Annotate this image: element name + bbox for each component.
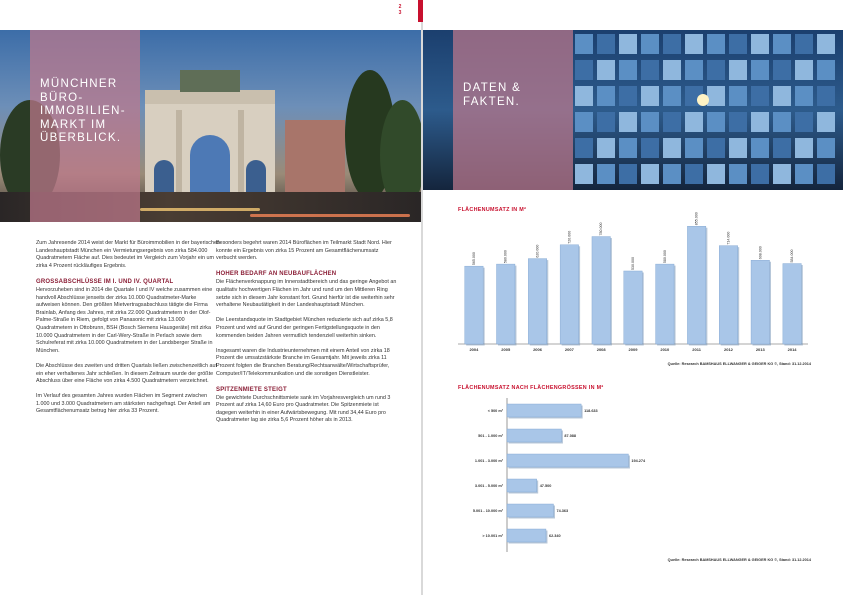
window-shape [641, 86, 659, 106]
window-shape [663, 86, 681, 106]
window-shape [575, 86, 593, 106]
bar-value-label: 714.000 [726, 231, 731, 245]
bar-size-class [507, 404, 581, 417]
section-heading: SPITZENMIETE STEIGT [216, 386, 287, 393]
window-shape [751, 164, 769, 184]
window-shape [817, 60, 835, 80]
bar-2014 [783, 264, 801, 344]
right-page [423, 0, 843, 595]
window-shape [619, 164, 637, 184]
window-shape [685, 138, 703, 158]
window-shape [685, 164, 703, 184]
hero-photo-siegestor [0, 30, 421, 222]
bar-2006 [528, 259, 546, 344]
window-shape [795, 86, 813, 106]
window-shape [773, 138, 791, 158]
chart-1-title: FLÄCHENUMSATZ IN M² [458, 207, 527, 213]
window-shape [597, 164, 615, 184]
window-shape [641, 138, 659, 158]
window-shape [619, 138, 637, 158]
bar-value-label: 47.500 [539, 484, 552, 488]
window-shape [795, 112, 813, 132]
window-shape [685, 60, 703, 80]
bar-value-label: 580.000 [662, 250, 667, 264]
bar-value-label: 87.088 [564, 434, 577, 438]
bar-2005 [497, 264, 515, 344]
window-shape [751, 60, 769, 80]
y-category-label: < 500 m² [487, 409, 503, 413]
page-number [388, 4, 412, 16]
body-paragraph: Zum Jahresende 2014 weist der Markt für Büroimmobilien in der bayerischen Landeshauptstadt München ein Vermietungsergebnis von zirka 584.000 Quadratmetern Fläche auf. Dies bedeutet im Vergleich zum Vorjahr ein um zirka 4 Prozent rückläufiges Ergebnis. [36, 240, 220, 269]
title-panel [30, 30, 140, 222]
bar-value-label: 608.000 [758, 246, 763, 260]
window-shape [685, 34, 703, 54]
window-shape [773, 164, 791, 184]
window-shape [597, 138, 615, 158]
section-heading: GROSSABSCHLÜSSE IM I. UND IV. QUARTAL [36, 278, 174, 285]
bar-value-label: 580.000 [503, 250, 508, 264]
y-category-label: 5.001 - 10.000 m² [472, 509, 503, 513]
x-tick-label: 2013 [755, 347, 765, 352]
x-tick-label: 2008 [596, 347, 606, 352]
bar-2008 [592, 237, 610, 344]
page-title: MÜNCHNER BÜRO- IMMOBILIEN- MARKT IM ÜBERBLICK. [40, 78, 126, 144]
window-shape [641, 164, 659, 184]
window-shape [663, 164, 681, 184]
section-title: DATEN & FAKTEN. [463, 82, 522, 108]
window-shape [729, 86, 747, 106]
chart-2-source: Quelle: Research BAMSHAUS ELLWANGER & GEIGER KG ©, Stand: 31.12.2014 [667, 558, 811, 562]
bar-size-class [507, 454, 628, 467]
window-shape [729, 164, 747, 184]
window-shape [795, 60, 813, 80]
window-shape [597, 112, 615, 132]
text-column-2 [216, 240, 400, 433]
window-shape [663, 138, 681, 158]
window-shape [795, 138, 813, 158]
light-streak [250, 214, 410, 217]
street-lamp-glow [697, 94, 709, 106]
body-paragraph: Im Verlauf des gesamten Jahres wurden Flächen im Segment zwischen 1.000 und 3.000 Quadratmetern am stärksten nachgefragt. Der Anteil am Gesamtflächenumsatz betrug hier zirka 33 Prozent. [36, 393, 211, 415]
x-tick-label: 2010 [660, 347, 670, 352]
x-tick-label: 2004 [469, 347, 479, 352]
x-tick-label: 2005 [501, 347, 511, 352]
body-paragraph: Die Flächenverknappung im Innenstadtbereich und das geringe Angebot an qualitativ hochwertigen Flächen im Jahr und rund um den Mittleren Ring setzte sich in diesem Jahr konstant fort. Grund hierfür ist die weiterhin sehr verhaltene Neubautätigkeit in der Landeshauptstadt München. [216, 279, 397, 309]
window-shape [707, 164, 725, 184]
section-heading: HOHER BEDARF AN NEUBAUFLÄCHEN [216, 271, 337, 278]
window-shape [685, 112, 703, 132]
window-shape [663, 60, 681, 80]
window-shape [773, 86, 791, 106]
bar-2011 [687, 226, 705, 344]
bar-2007 [560, 245, 578, 344]
window-shape [597, 34, 615, 54]
bar-2009 [624, 271, 642, 344]
bar-value-label: 620.000 [535, 244, 540, 258]
window-shape [817, 138, 835, 158]
window-shape [795, 164, 813, 184]
window-shape [575, 138, 593, 158]
window-shape [795, 34, 813, 54]
bar-size-class [507, 429, 561, 442]
bar-2012 [719, 246, 737, 344]
window-shape [773, 60, 791, 80]
chart-1-source: Quelle: Research BAMSHAUS ELLWANGER & GEIGER KG ©, Stand: 31.12.2014 [667, 362, 811, 366]
text-column-1 [36, 240, 220, 424]
bar-value-label: 855.000 [694, 212, 699, 226]
window-shape [619, 34, 637, 54]
body-paragraph: Besonders begehrt waren 2014 Büroflächen im Teilmarkt Stadt Nord. Hier konnte ein Ergebnis von zirka 15 Prozent am Gesamtflächenumsatz verbucht werden. [216, 240, 392, 262]
y-category-label: 1.001 - 3.000 m² [474, 459, 503, 463]
window-shape [751, 112, 769, 132]
window-shape [641, 34, 659, 54]
window-shape [619, 112, 637, 132]
x-tick-label: 2011 [692, 347, 701, 352]
window-shape [619, 86, 637, 106]
bar-value-label: 565.000 [471, 252, 476, 266]
bar-value-label: 584.000 [790, 249, 795, 263]
left-page [0, 0, 421, 595]
bar-value-label: 720.000 [567, 230, 572, 244]
office-facade-illustration [573, 30, 843, 190]
window-shape [663, 34, 681, 54]
window-shape [619, 60, 637, 80]
window-shape [773, 34, 791, 54]
window-shape [751, 86, 769, 106]
y-category-label: 3.001 - 5.000 m² [474, 484, 503, 488]
window-shape [751, 138, 769, 158]
body-paragraph: Hervorzuheben sind in 2014 die Quartale I und IV welche zusammen eine handvoll Abschlüsse jenseits der zirka 10.000 Quadratmeter-Marke aufweisen können. Den größten Mietvertragsabschluss tätigte die Firma Brainlab, Anfang des Jahres, mit zirka 22.000 Quadratmetern in der Olof-Palme-Straße in Riem, gefolgt von Panasonic mit zirka 13.000 Quadratmetern in Ottobrunn, BSH (Bosch Siemens Hausgeräte) mit zirka 10.000 Quadratmetern in der Carl-Wery-Straße in Perlach sowie dem Schulreferat mit zirka 10.000 Quadratmetern in der Landsberger Straße in München. [36, 286, 213, 354]
bar-2004 [465, 266, 483, 344]
window-shape [663, 112, 681, 132]
window-shape [729, 60, 747, 80]
window-shape [707, 60, 725, 80]
bar-value-label: 530.000 [631, 256, 635, 270]
window-shape [817, 164, 835, 184]
bar-value-label: 118.633 [584, 409, 598, 413]
bar-value-label: 74.363 [556, 509, 569, 513]
window-shape [773, 112, 791, 132]
y-category-label: 501 - 1.000 m² [478, 434, 503, 438]
bar-2010 [656, 264, 674, 344]
bar-value-label: 194.274 [631, 459, 646, 463]
window-shape [707, 138, 725, 158]
window-shape [597, 60, 615, 80]
window-shape [817, 34, 835, 54]
body-paragraph: Die Abschlüsse des zweiten und dritten Quartals ließen zwischenzeitlich auf ein eher verhaltenes Jahr schließen. In diesem Zeitraum wurde der größte Abschluss über eine Fläche von zirka 4.500 Quadratmetern verzeichnet. [36, 362, 217, 385]
window-shape [597, 86, 615, 106]
window-shape [641, 112, 659, 132]
window-shape [707, 34, 725, 54]
x-tick-label: 2012 [724, 347, 733, 352]
bar-value-label: 780.000 [599, 222, 604, 236]
window-shape [817, 86, 835, 106]
chart-2-title: FLÄCHENUMSATZ NACH FLÄCHENGRÖSSEN IN M² [458, 385, 604, 391]
window-shape [729, 34, 747, 54]
bar-value-label: 62.340 [548, 534, 561, 538]
window-shape [575, 112, 593, 132]
x-tick-label: 2007 [564, 347, 574, 352]
hero-photo-office-building [423, 30, 843, 190]
x-tick-label: 2006 [533, 347, 542, 352]
page-number-top: 2 [398, 4, 402, 10]
body-paragraph: Die gewichtete Durchschnittsmiete sank im Vorjahresvergleich um rund 3 Prozent auf zirka 14,60 Euro pro Quadratmeter. Die Spitzenmiete ist dagegen weiterhin in einer Aufwärtsbewegung. Mit rund 34,44 Euro pro Quadratmeter lag sie zirka 5,6 Prozent höher als in 2013. [216, 394, 391, 424]
chart-area-flaechengroessen [423, 392, 843, 557]
window-shape [707, 86, 725, 106]
window-shape [729, 138, 747, 158]
bar-size-class [507, 504, 553, 517]
window-shape [575, 164, 593, 184]
light-streak [140, 208, 260, 211]
window-shape [641, 60, 659, 80]
x-tick-label: 2009 [628, 347, 638, 352]
body-paragraph: Die Leerstandsquote im Stadtgebiet München reduzierte sich auf zirka 5,8 Prozent und wird auf Grund der geringen Fertigstellungsquote in den kommenden beiden Jahren vermutlich tendenziell weiterhin sinken. [216, 317, 393, 339]
y-category-label: > 10.001 m² [482, 534, 503, 538]
body-paragraph: Insgesamt waren die Industrieunternehmen mit einem Anteil von zirka 18 Prozent die umsatzstärkste Branche im Gesamtjahr. Mit jeweils zirka 11 Prozent folgten die Branchen Beratung/Rechtsanwälte/Wirtschaftsprüfer, Computer/IT/Telekommunikation und die sonstigen Dienstleister. [216, 347, 390, 377]
bar-size-class [507, 529, 546, 542]
window-shape [817, 112, 835, 132]
building-shape [285, 120, 345, 200]
title-panel [453, 30, 573, 190]
window-shape [575, 60, 593, 80]
chart-area-flaechenumsatz [423, 212, 843, 362]
window-shape [707, 112, 725, 132]
page-number-bottom: 3 [398, 10, 402, 16]
x-tick-label: 2014 [787, 347, 797, 352]
bar-size-class [507, 479, 537, 492]
window-shape [575, 34, 593, 54]
window-shape [751, 34, 769, 54]
bar-2013 [751, 260, 769, 344]
window-shape [729, 112, 747, 132]
